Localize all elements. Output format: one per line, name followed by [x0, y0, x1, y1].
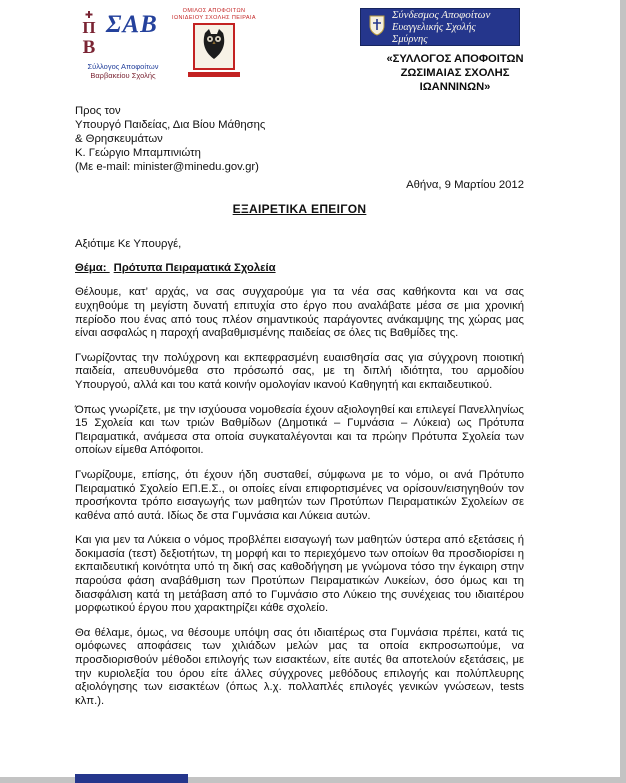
subject-line — [75, 262, 524, 276]
next-page-banner-cutoff — [75, 774, 188, 783]
body-paragraph: Όπως γνωρίζετε, με την ισχύουσα νομοθεσία έχουν αξιολογηθεί και επιλεγεί Πανελληνίως 15 Σχολεία και των τριών Βαθμίδων (Δημοτικά – Γυμνάσια – Λύκεια) ως Πρότυπα Πειραματικά, ανάμεσα στα οποία συγκαταλέγονται και τα πρώην Πρότυπα Σχολεία των οποίων είμεθα Απόφοιτοι. — [75, 403, 524, 457]
recipient-line: Κ. Γεώργιο Μπαμπινιώτη — [75, 147, 201, 159]
ionideios-caption: ΟΜΙΛΟΣ ΑΠΟΦΟΙΤΩΝ ΙΩΝΙΔΕΙΟΥ ΣΧΟΛΗΣ ΠΕΙΡΑΙΑ — [172, 8, 256, 21]
letter-body — [75, 104, 524, 708]
body-paragraph: Γνωρίζουμε, επίσης, ότι έχουν ήδη συσταθεί, σύμφωνα με το νόμο, οι ανά Πρότυπο Πειραματικό Σχολείο ΕΠ.Ε.Σ., οι οποίες είναι επιφορτισμένες να ορίσουν/εισηγηθούν τον προσήκοντα τρόπο εισαγωγής των μαθητών των Προτύπων Πειραματικών Σχολείων σε καθένα από αυτά. Ιδίως δε στα Γυμνάσια και Λύκεια αυτών. — [75, 468, 524, 522]
owl-emblem-icon — [193, 23, 235, 70]
svg-text:B: B — [82, 37, 96, 56]
varvakeio-subtitle-1: Σύλλογος Αποφοίτων — [87, 62, 159, 71]
subject-label: Θέμα: — [75, 261, 107, 274]
varvakeio-logo — [75, 10, 171, 80]
body-paragraph: Θέλουμε, κατ’ αρχάς, να σας συγχαρούμε για τα νέα σας καθήκοντα και να σας ευχηθούμε τη μεγίστη δυνατή επιτυχία στο έργο που αναλάβατε μέσα σε μια χρονική περίοδο που ένας από τους πλέον σημαντικούς παράγοντες ανάκαμψης της χώρας μας είναι ασφαλώς η παροχή αναβαθμισμένης παιδείας σε όλες τις Βαθμίδες της. — [75, 286, 524, 340]
zosimaia-line-2: ΖΩΣΙΜΑΙΑΣ ΣΧΟΛΗΣ — [400, 67, 510, 79]
recipient-block — [75, 104, 524, 174]
evangeliki-banner — [360, 8, 520, 46]
body-paragraph: Και για μεν τα Λύκεια ο νόμος προβλέπει εισαγωγή των μαθητών ύστερα από εξετάσεις ή δοκιμασία (τεστ) δεξιοτήτων, τη μορφή και το περιεχόμενο των οποίων θα προσδιορίσει η εκπαιδευτική κοινότητα υπό τη δική σας καθοδήγηση με γνώμονα τόσο την έγκαιρη στην παρούσα φάση αναβάθμιση των Προτύπων Πειραματικών Λυκείων, όσο όμως και τη διασφάλιση κατά τη μετάβαση από το Γυμνάσιο στο Λύκειο της συνέχειας του ιδιαιτέρου μορφωτικού έργου που χαρακτηρίζει κάθε σχολείο. — [75, 534, 524, 615]
varvakeio-acronym: ΣΑΒ — [106, 11, 158, 38]
recipient-email-line: (Με e-mail: minister@minedu.gov.gr) — [75, 161, 259, 173]
zosimaia-header — [372, 52, 538, 94]
svg-text:Π: Π — [82, 18, 96, 37]
varvakeio-subtitle-2: Βαρβακείου Σχολής — [90, 71, 156, 80]
zosimaia-line-1: «ΣΥΛΛΟΓΟΣ ΑΠΟΦΟΙΤΩΝ — [386, 53, 524, 65]
recipient-line: Υπουργό Παιδείας, Δια Βίου Μάθησης — [75, 119, 266, 131]
recipient-line: & Θρησκευμάτων — [75, 133, 163, 145]
dateline: Αθήνα, 9 Μαρτίου 2012 — [406, 179, 524, 191]
body-paragraph: Γνωρίζοντας την πολύχρονη και εκπεφρασμένη ευαισθησία σας για σύγχρονη ποιοτική παιδεία, απευθυνόμεθα στο πρόσωπό σας, με τη διπλή ιδιότητα, του αρμοδίου Υπουργού, αλλά και του κατά κοινήν ομολογίαν ικανού Καθηγητή και εκπαιδευτικού. — [75, 351, 524, 391]
evangeliki-title-2: Ευαγγελικής Σχολής Σμύρνης — [392, 21, 476, 45]
ionideios-ribbon — [188, 72, 240, 77]
evangeliki-title-1: Σύνδεσμος Αποφοίτων — [392, 8, 491, 21]
varvakeio-emblem-icon — [75, 10, 103, 61]
subject-text: Πρότυπα Πειραματικά Σχολεία — [113, 261, 276, 274]
zosimaia-line-3: ΙΩΑΝΝΙΝΩΝ» — [419, 81, 491, 93]
evangeliki-crest-icon — [368, 14, 386, 41]
ionideios-logo — [170, 8, 258, 77]
urgency-heading: ΕΞΑΙΡΕΤΙΚΑ ΕΠΕΙΓΟΝ — [232, 201, 367, 216]
scan-edge-right — [620, 0, 626, 783]
recipient-line: Προς τον — [75, 105, 121, 117]
salutation: Αξιότιμε Κε Υπουργέ, — [75, 238, 182, 251]
body-paragraph: Θα θέλαμε, όμως, να θέσουμε υπόψη σας ότι ιδιαιτέρως στα Γυμνάσια πρέπει, κατά τις ομόφωνες αποφάσεις των χιλιάδων μελών μας τα οποία εκπροσωπούμε, να προσδιορισθούν μέθοδοι επιλογής των εισακτέων, είτε αυτές θα αποτελούν εξετάσεις, με την κυριολεξία του όρου είτε άλλες σύγχρονες μεθόδους επιλογής και πολύπλευρης αξιολόγησης των εισακτέων (όπως λ.χ. πολλαπλές επιλογές γενικών γνώσεων, tests κλπ.). — [75, 626, 524, 707]
